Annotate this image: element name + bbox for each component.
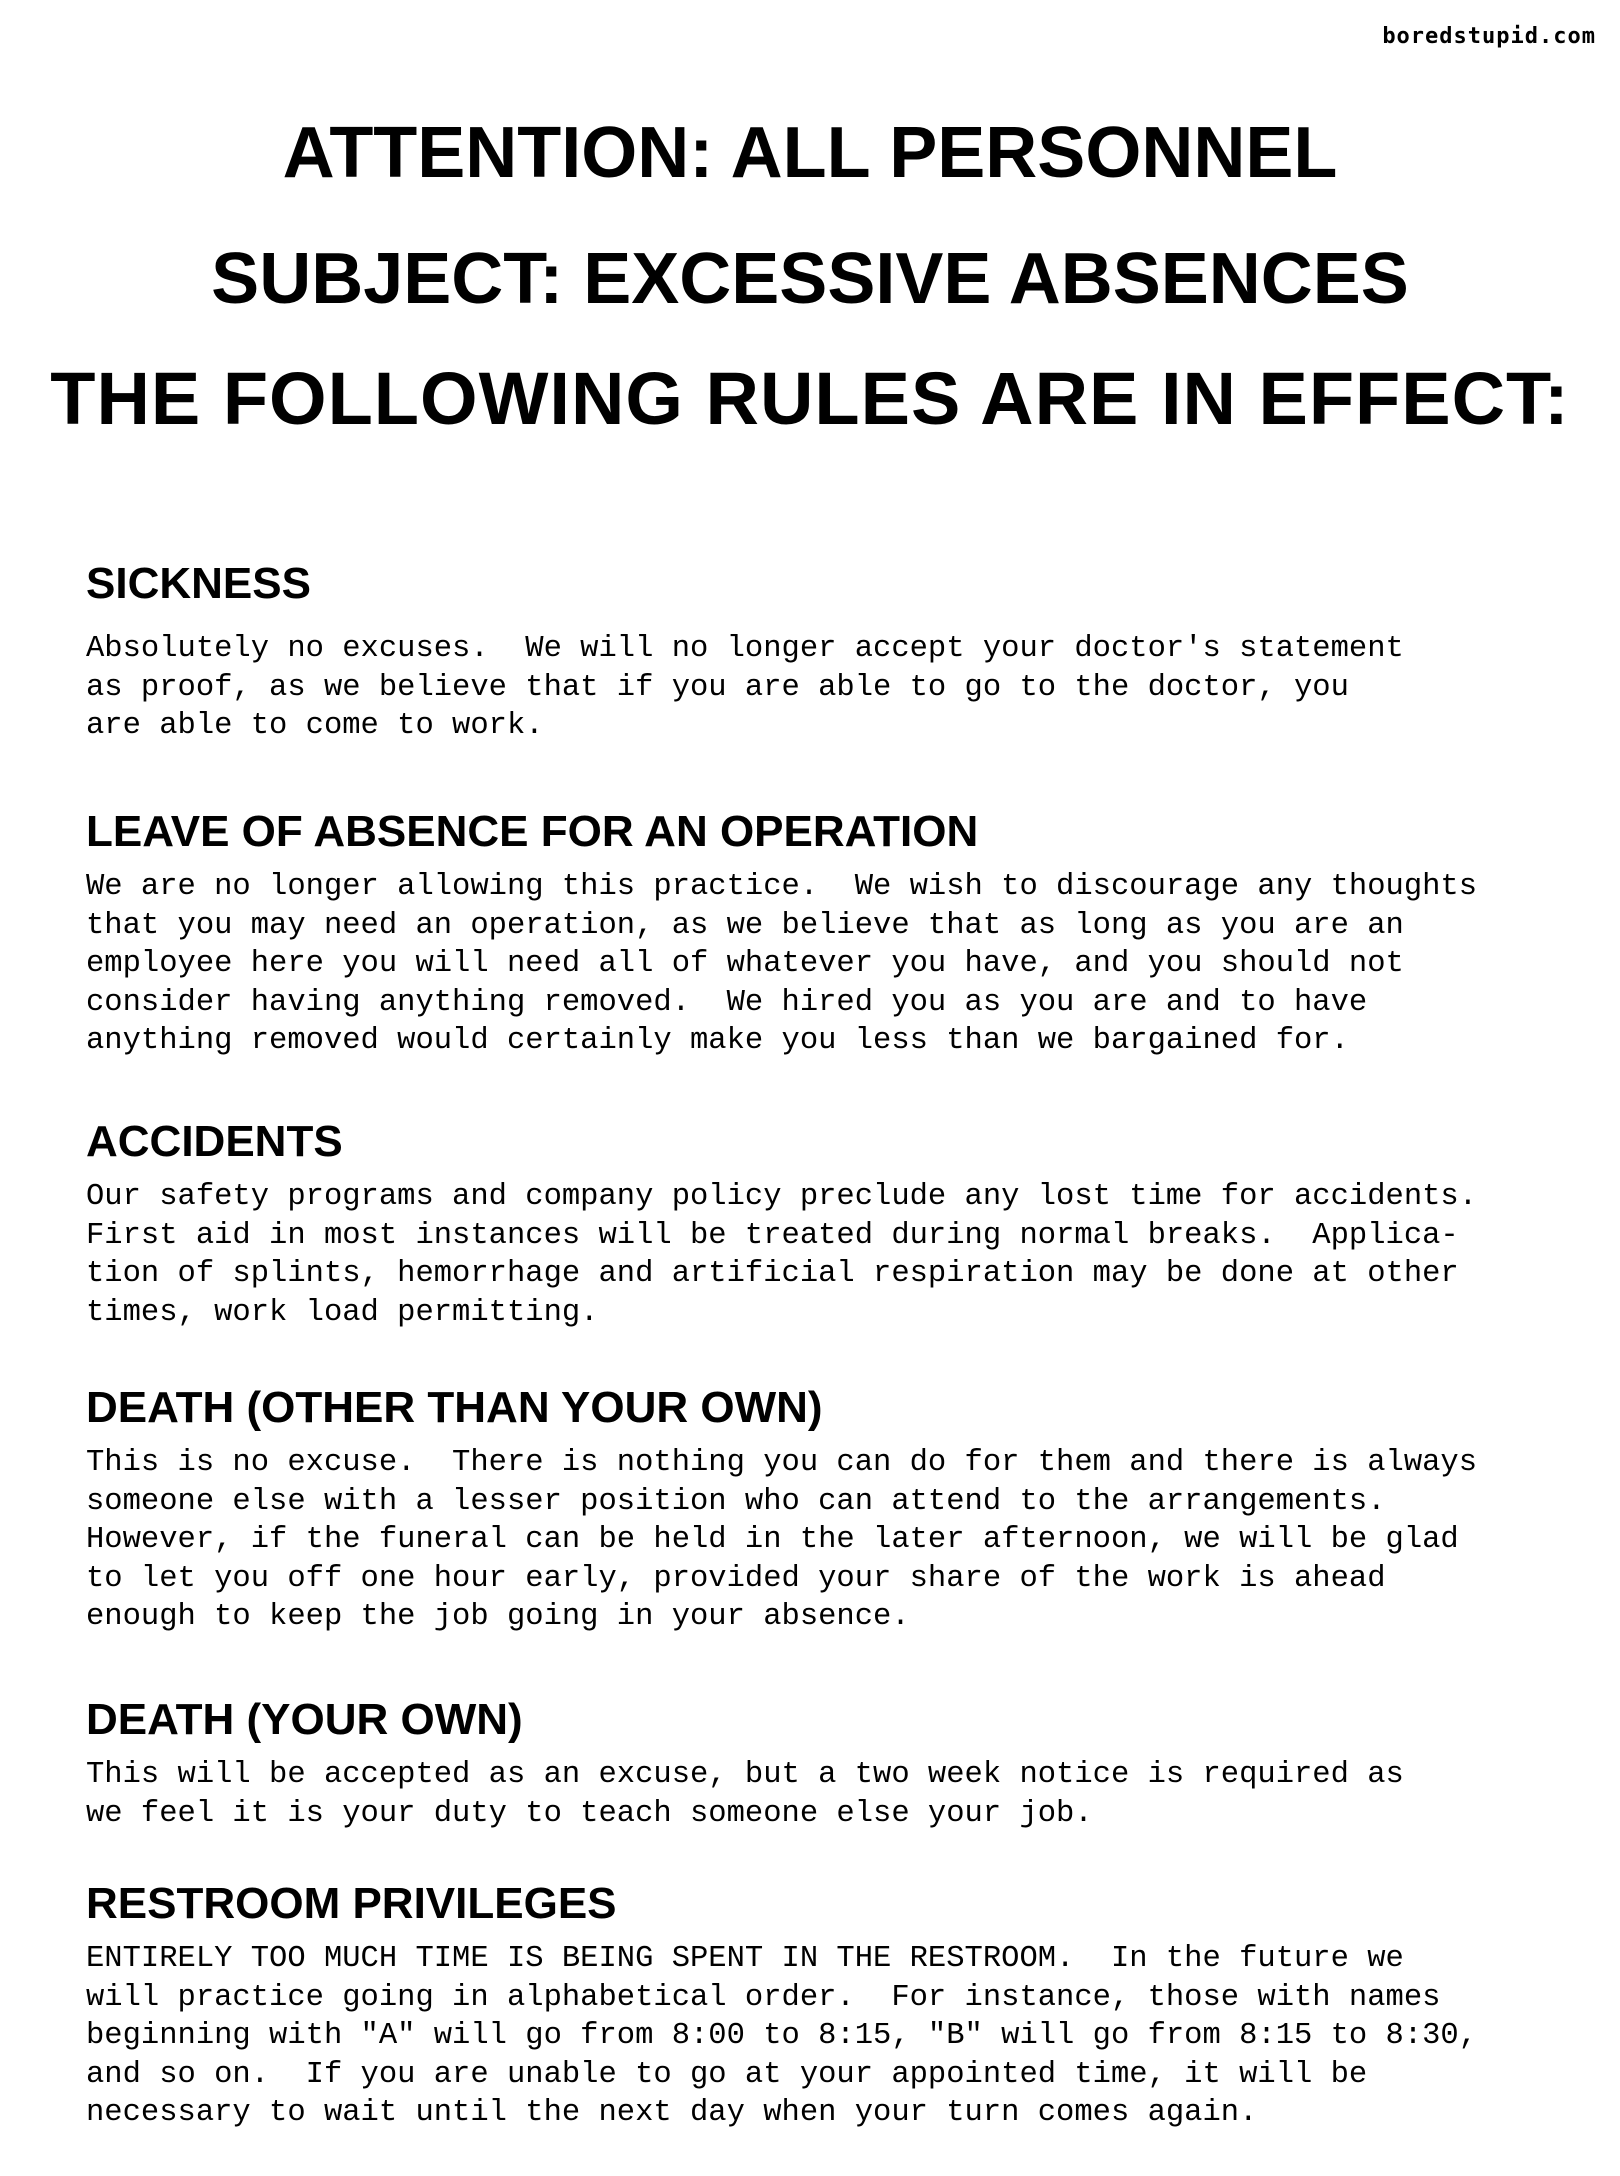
- section-sickness: [86, 560, 1566, 746]
- section-body: This will be accepted as an excuse, but a two week notice is required as we feel it is your duty to teach someone else your job.: [86, 1758, 1404, 1831]
- section-leave-of-absence: [86, 808, 1566, 1061]
- section-title: RESTROOM PRIVILEGES: [86, 1879, 617, 1928]
- section-title: DEATH (OTHER THAN YOUR OWN): [86, 1383, 823, 1432]
- section-title: SICKNESS: [86, 559, 311, 608]
- section-title: DEATH (YOUR OWN): [86, 1695, 523, 1744]
- section-title: LEAVE OF ABSENCE FOR AN OPERATION: [86, 807, 979, 856]
- section-title: ACCIDENTS: [86, 1117, 343, 1166]
- section-body: This is no excuse. There is nothing you can do for them and there is always someone else with a lesser position who can attend to the arrangements. However, if the funeral can be held in the later afternoon, we will be glad to let you off one hour early, provided your share of the work is ahead enough to keep the job going in your absence.: [86, 1446, 1478, 1635]
- section-body: We are no longer allowing this practice. We wish to discourage any thoughts that you may need an operation, as we believe that as long as you are an employee here you will need all of whatever you have, and you should not consider having anything removed. We hired you as you are and to have anything removed would certainly make you less than we bargained for.: [86, 870, 1478, 1059]
- section-restroom: [86, 1880, 1566, 2133]
- section-body: Absolutely no excuses. We will no longer accept your doctor's statement as proof, as we believe that if you are able to go to the doctor, you are able to come to work.: [86, 632, 1404, 744]
- section-body: Our safety programs and company policy preclude any lost time for accidents. First aid in most instances will be treated during normal breaks. Applica- tion of splints, hemorrhage and artificial respiration may be done at other times, work load permitting.: [86, 1180, 1478, 1330]
- section-body: ENTIRELY TOO MUCH TIME IS BEING SPENT IN THE RESTROOM. In the future we will practice going in alphabetical order. For instance, those with names beginning with "A" will go from 8:00 to 8:15, "B" will go from 8:15 to 8:30, and so on. If you are unable to go at your appointed time, it will be necessary to wait until the next day when your turn comes again.: [86, 1942, 1478, 2131]
- section-accidents: [86, 1118, 1566, 1332]
- section-death-own: [86, 1696, 1566, 1833]
- watermark: boredstupid.com: [1382, 24, 1596, 49]
- headline-attention: ATTENTION: ALL PERSONNEL: [282, 113, 1338, 193]
- headline-subject: SUBJECT: EXCESSIVE ABSENCES: [211, 239, 1409, 319]
- headline-rules: THE FOLLOWING RULES ARE IN EFFECT:: [50, 357, 1570, 440]
- section-death-other: [86, 1384, 1566, 1637]
